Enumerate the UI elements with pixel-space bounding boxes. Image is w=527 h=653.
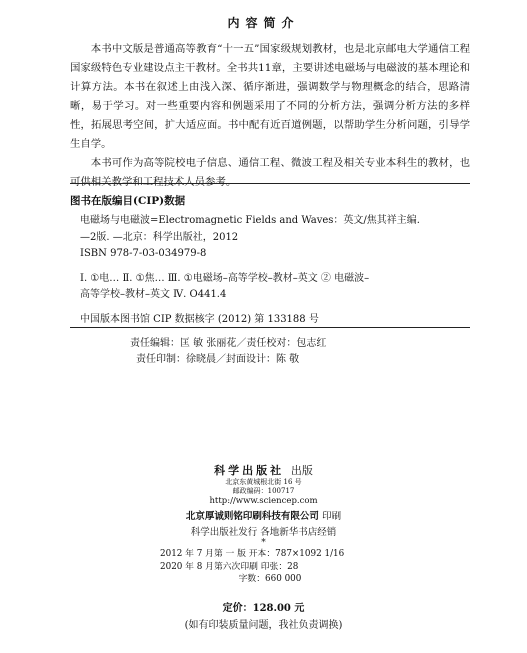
- cip-isbn: ISBN 978-7-03-034979-8: [80, 248, 207, 259]
- publisher-url: http://www.sciencep.com: [209, 496, 318, 506]
- page-title: 内容简介: [227, 16, 300, 30]
- cip-record-number: 中国版本图书馆 CIP 数据核字 (2012) 第 133188 号: [80, 313, 319, 325]
- cip-title-line: 电磁场与电磁波=Electromagnetic Fields and Waves：英文/焦其祥主编.: [80, 215, 420, 226]
- printer-suffix: 印刷: [322, 511, 342, 522]
- cip-heading: 图书在版编目(CIP)数据: [70, 195, 186, 207]
- credits-production: 责任印制：徐晓晨／封面设计：陈 敬: [136, 354, 300, 365]
- edition-line-1: 2012 年 7 月第 一 版 开本：787×1092 1/16: [160, 549, 345, 559]
- printer: [0, 508, 527, 522]
- printer-name: 北京厚诚则铭印刷科技有限公司: [185, 511, 319, 522]
- publisher-name-text: 科学出版社: [214, 464, 285, 477]
- intro-paragraph-1: 本书中文版是普通高等教育“十一五”国家级规划教材，也是北京邮电大学通信工程国家级特色专业建设点主干教材。全书共11章，主要讲述电磁场与电磁波的基本理论和计算方法。本书在叙述上由浅入深、循序渐进，强调数学与物理概念的结合，思路清晰，易于学习。对一些重要内容和例题采用了不同的分析方法，强调分析方法的多样性，拓展思考空间，扩大适应面。书中配有近百道例题，以帮助学生分析问题，引导学生自学。: [70, 43, 470, 150]
- cip-data: [80, 213, 470, 328]
- divider-bottom: [70, 327, 470, 328]
- publisher-address: 北京东黄城根北街 16 号: [225, 478, 302, 486]
- edition-line-3: 字数：660 000: [238, 574, 302, 584]
- edition-line-2: 2020 年 8 月第六次印刷 印张：28: [160, 561, 299, 572]
- credits: [130, 336, 326, 368]
- publisher-name: [0, 462, 527, 478]
- credits-editors: 责任编辑：匡 敏 张丽花／责任校对：包志红: [130, 338, 327, 349]
- cip-classification-2: 高等学校–教材–英文 Ⅳ. O441.4: [80, 289, 227, 300]
- separator-star: *: [261, 538, 266, 548]
- quality-notice: (如有印装质量问题，我社负责调换): [184, 620, 343, 631]
- price: 定价：128.00 元: [222, 603, 305, 614]
- cip-classification-1: Ⅰ. ①电… Ⅱ. ①焦… Ⅲ. ①电磁场–高等学校–教材–英文 ② 电磁波–: [80, 272, 370, 284]
- book-introduction: [70, 40, 470, 192]
- divider-top: [70, 183, 470, 184]
- publisher-zip: 邮政编码：100717: [232, 487, 295, 495]
- intro-paragraph-2: 本书可作为高等院校电子信息、通信工程、微波工程及相关专业本科生的教材，也可供相关教学和工程技术人员参考。: [70, 157, 470, 188]
- distribution: 科学出版社发行 各地新华书店经销: [190, 527, 337, 538]
- edition-info: [160, 548, 380, 586]
- publisher-suffix: 出版: [290, 464, 313, 477]
- cip-edition-line: —2版. —北京：科学出版社，2012: [80, 231, 239, 243]
